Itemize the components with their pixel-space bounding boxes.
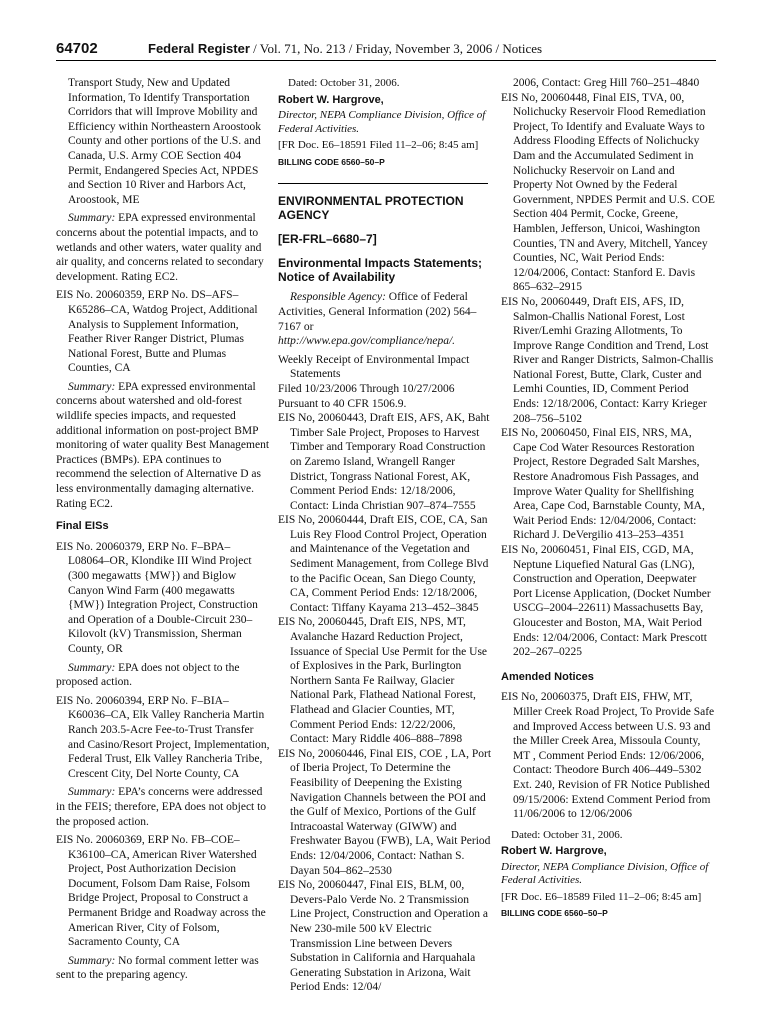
billing-code: BILLING CODE 6560–50–P [278, 156, 385, 167]
eis-entry-20060447: EIS No, 20060447, Final EIS, BLM, 00, Devers-Palo Verde No. 2 Transmission Line Project, Construction and Operation a New 230-mile 500 kV Electric Transmission Line between Devers Substation in California and Harquahala Generating Substation in Arizona, Wait Period Ends: 12/04/ [278, 879, 489, 994]
dated-line: Dated: October 31, 2006. [511, 828, 623, 841]
summary-label: Summary: [68, 212, 116, 225]
notice-title: Environmental Impacts Statements; Notice of Availability [278, 256, 483, 285]
summary-paragraph [56, 954, 270, 983]
summary-text: EPA expressed environmental concerns about the potential impacts, and to wetlands and other waters, water quality and air quality, and concerns related to secondary development. Rating EC2. [56, 212, 264, 283]
agency-heading: ENVIRONMENTAL PROTECTION AGENCY [278, 194, 464, 223]
running-head [148, 41, 542, 57]
summary-paragraph [56, 661, 270, 690]
issue-details: / Vol. 71, No. 213 / Friday, November 3, 2006 / Notices [249, 41, 543, 56]
page-header [56, 40, 716, 61]
responsible-agency [278, 290, 492, 348]
eis-entry-20060394: EIS No. 20060394, ERP No. F–BIA–K60036–CA, Elk Valley Rancheria Martin Ranch 203.5-Acre Fee-to-Trust Transfer and Casino/Resort Project, Implementation, Federal Trust, Elk Valley Rancheria Tribe, Crescent City, Del Norte County, CA [56, 694, 270, 780]
signer-name: Robert W. Hargrove, [501, 845, 607, 858]
summary-label: Summary: [68, 786, 116, 799]
pursuant-line: Pursuant to 40 CFR 1506.9. [278, 397, 407, 410]
signer-title: Director, NEPA Compliance Division, Office of Federal Activities. [278, 109, 486, 135]
eis-entry-20060450: EIS No, 20060450, Final EIS, NRS, MA, Cape Cod Water Resources Restoration Project, Restore Degraded Salt Marshes, Restore Anadromous Fish Passages, and Improve Water Quality for Shellfishing Area, Cape Cod, Barnstable County, MA, Wait Period Ends: 12/04/2006, Contact: Richard J. DeVergilio 413–253–4351 [501, 427, 705, 542]
summary-paragraph [56, 380, 270, 511]
responsible-agency-text: Office of Federal Activities, General Information (202) 564–7167 or [278, 291, 477, 333]
summary-text: EPA does not object to the proposed action. [56, 661, 240, 689]
eis-entry-20060446: EIS No, 20060446, Final EIS, COE , LA, Port of Iberia Project, To Determine the Feasibility of Deepening the Existing Navigation Channels between the POI and the Gulf of Mexico, Portions of the Gulf Intracoastal Waterway (GIWW) and Freshwater Bayou (FWB), LA, Wait Period Ends: 12/04/2006, Contact: Nathan S. Dayan 504–862–2530 [278, 747, 492, 877]
signer-title: Director, NEPA Compliance Division, Office of Federal Activities. [501, 860, 709, 887]
filed-dates: Filed 10/23/2006 Through 10/27/2006 [278, 382, 455, 395]
eis-entry-20060444: EIS No, 20060444, Draft EIS, COE, CA, San Luis Rey Flood Control Project, Operation and Maintenance of the Vegetation and Sediment Management, from College Blvd to the Pacific Ocean, San Diego County, CA, Comment Period Ends: 12/18/2006, Contact: Tiffany Kayama 213–452–3845 [278, 514, 489, 614]
eis-entry-20060359: EIS No. 20060359, ERP No. DS–AFS–K65286–CA, Watdog Project, Additional Analysis to Supplement Information, Feather River Ranger District, Plumas National Forest, Butte and Plumas Counties, CA [56, 289, 258, 375]
summary-paragraph [56, 211, 270, 284]
fr-doc-line: [FR Doc. E6–18589 Filed 11–2–06; 8:45 am] [501, 890, 702, 903]
section-divider [278, 183, 488, 184]
dated-line: Dated: October 31, 2006. [288, 77, 400, 89]
summary-text: EPA expressed environmental concerns about watershed and old-forest wildlife species impacts, and requested additional information on post-project BMP monitoring of water quality Best Management Practices (BMPs). EPA continues to recommend the selection of Alternative D as less environmentally damaging alternative. Rating EC2. [56, 380, 270, 510]
summary-label: Summary: [68, 380, 116, 393]
eis-entry-20060369: EIS No. 20060369, ERP No. FB–COE–K36100–CA, American River Watershed Project, Post Authorization Decision Document, Folsom Dam Raise, Folsom Bridge Project, Proposal to Construct a Permanent Bridge and Roadway across the American River, City of Folsom, Sacramento County, CA [56, 834, 266, 949]
column-right [501, 76, 715, 923]
frl-number: [ER-FRL–6680–7] [278, 232, 377, 247]
page-number: 64702 [56, 40, 98, 57]
eis-entry-20060451: EIS No, 20060451, Final EIS, CGD, MA, Neptune Liquefied Natural Gas (LNG), Construction and Operation, Deepwater Port License Application, (Docket Number USCG–2004–22611) Massachusetts Bay, Gloucester and Boston, MA, Wait Period Ends: 12/04/2006, Contact: Mark Prescott 202–267–0225 [501, 544, 711, 659]
eis-entry-20060448: EIS No, 20060448, Final EIS, TVA, 00, Nolichucky Reservoir Flood Remediation Project, To Identify and Evaluate Ways to Address Flooding Effects of Nolichucky Dam and the Accumulated Sediment in Nolichucky Reservoir on Land and Property Not Owned by the Federal Government, NPDES Permit and U.S. COE Section 404 Permit, Cocke, Greene, Hamblen, Jefferson, Unicoi, Washington Counties, TN and Avery, Mitchell, Yancey Counties, NC, Wait Period Ends: 12/04/2006, Contact: Stanford E. Davis 865–632–2915 [501, 91, 715, 294]
eis-entry-20060449: EIS No, 20060449, Draft EIS, AFS, ID, Salmon-Challis National Forest, Lost River/Lemhi Grazing Allotments, To Improve Range Condition and Trend, Lost River and Ranger Districts, Salmon-Challis National Forest, Butte, Clark, Custer and Lemhi Counties, ID, Comment Period Ends: 12/18/2006, Contact: Karry Krieger 208–756–5102 [501, 295, 714, 425]
publication-name: Federal Register [148, 41, 250, 56]
column-left [56, 76, 270, 987]
signer-name: Robert W. Hargrove, [278, 93, 384, 106]
entry-continued: 2006, Contact: Greg Hill 760–251–4840 [513, 77, 700, 89]
entry-continued: Transport Study, New and Updated Information, To Identify Transportation Corridors that will Improve Mobility and Efficiency within Northeastern Aroostook County and other portions of the U.S. and Canada, U.S. Army COE Section 404 Permit, Endangered Species Act, NPDES and Section 10 River and Harbors Act, Aroostook, ME [68, 77, 262, 206]
eis-entry-20060445: EIS No, 20060445, Draft EIS, NPS, MT, Avalanche Hazard Reduction Project, Issuance of Special Use Permit for the Use of Explosives in the Park, Burlington Northern Santa Fe Railway, Glacier National Park, Flathead National Forest, Flathead and Glacier Counties, MT, Comment Period Ends: 12/22/2006, Contact: Mary Riddle 406–888–7898 [278, 616, 488, 746]
column-middle [278, 76, 492, 995]
section-heading-amended-notices: Amended Notices [501, 670, 594, 683]
eis-entry-20060375: EIS No, 20060375, Draft EIS, FHW, MT, Miller Creek Road Project, To Provide Safe and Improved Access between U.S. 93 and the Miller Creek Area, Missoula County, MT , Comment Period Ends: 12/06/2006, Contact: Theodore Burch 406–449–5302 Ext. 240, Revision of FR Notice Published 09/15/2006: Extend Comment Period from 11/06/2006 to 12/06/2006 [501, 691, 715, 821]
summary-text: EPA’s concerns were addressed in the FEIS; therefore, EPA does not object to the proposed action. [56, 786, 267, 828]
weekly-receipt: Weekly Receipt of Environmental Impact Statements [278, 353, 470, 381]
eis-entry-20060379: EIS No. 20060379, ERP No. F–BPA–L08064–OR, Klondike III Wind Project (300 megawatts {MW}) and Biglow Canyon Wind Farm (400 megawatts {MW}) Integration Project, Construction and Operation of a Double-Circuit 230–Kilovolt (kV) Transmission, Sherman County, OR [56, 540, 258, 655]
summary-paragraph [56, 785, 270, 829]
eis-entry-20060443: EIS No, 20060443, Draft EIS, AFS, AK, Baht Timber Sale Project, Proposes to Harvest Timber and Temporary Road Construction on Zaremo Island, Wrangell Ranger District, Tongrass National Forest, AK, Comment Period Ends: 12/18/2006, Contact: Linda Christian 907–874–7555 [278, 412, 490, 512]
summary-text: No formal comment letter was sent to the preparing agency. [56, 954, 259, 982]
summary-label: Summary: [68, 954, 116, 967]
section-heading-final-eiss: Final EISs [56, 520, 109, 533]
summary-label: Summary: [68, 661, 116, 674]
fr-doc-line: [FR Doc. E6–18591 Filed 11–2–06; 8:45 am] [278, 139, 479, 152]
billing-code: BILLING CODE 6560–50–P [501, 908, 608, 919]
responsible-agency-label: Responsible Agency: [290, 291, 386, 304]
epa-nepa-link[interactable]: http://www.epa.gov/compliance/nepa/. [278, 335, 456, 348]
